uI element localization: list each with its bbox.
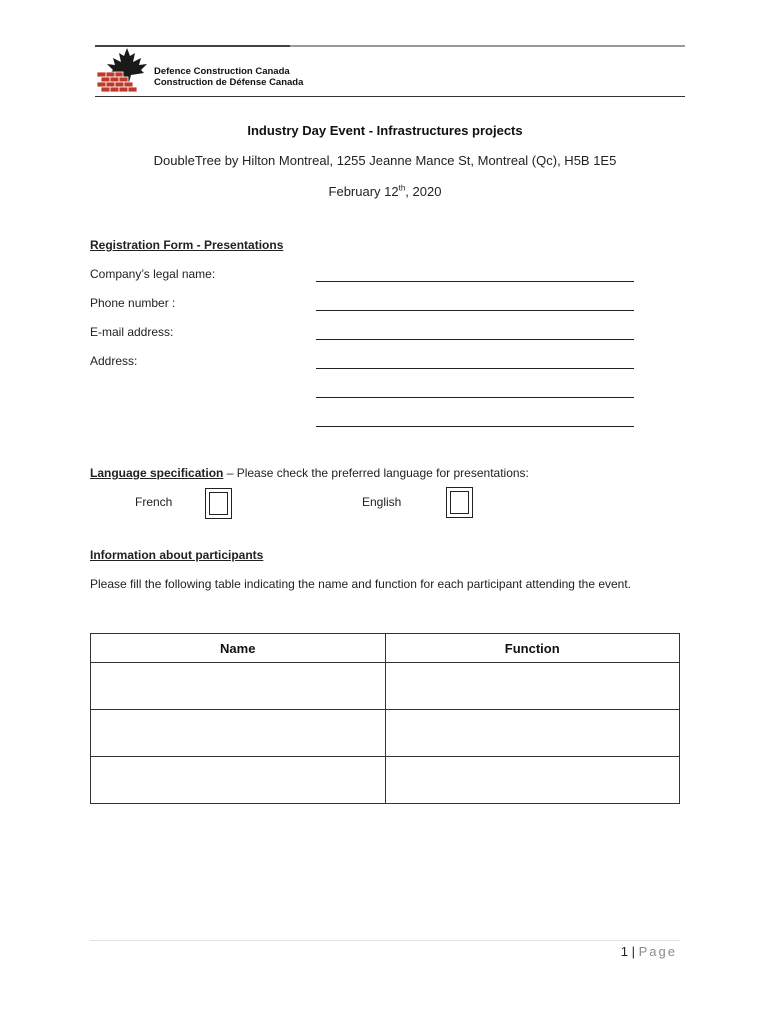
participant-name-cell[interactable] xyxy=(91,663,386,710)
page-separator: | xyxy=(628,944,639,959)
registration-heading: Registration Form - Presentations xyxy=(90,238,284,252)
english-option-label: English xyxy=(362,495,402,509)
column-header-name: Name xyxy=(91,634,386,663)
participants-heading: Information about participants xyxy=(90,548,264,562)
table-row xyxy=(91,663,680,710)
event-date-suffix: th xyxy=(398,183,406,193)
participant-name-cell[interactable] xyxy=(91,757,386,804)
participants-table xyxy=(90,633,680,804)
french-checkbox[interactable] xyxy=(205,488,232,519)
page-footer xyxy=(621,944,677,959)
address-field-line-1[interactable] xyxy=(316,368,634,369)
header-top-rule xyxy=(95,45,685,47)
participant-name-cell[interactable] xyxy=(91,710,386,757)
column-header-function: Function xyxy=(385,634,680,663)
participant-function-cell[interactable] xyxy=(385,710,680,757)
address-label: Address: xyxy=(90,354,138,368)
address-field-line-2[interactable] xyxy=(316,397,634,398)
org-name-fr: Construction de Défense Canada xyxy=(154,77,304,88)
english-checkbox[interactable] xyxy=(446,487,473,518)
participant-function-cell[interactable] xyxy=(385,757,680,804)
table-row xyxy=(91,710,680,757)
organization-name xyxy=(154,66,303,88)
event-title: Industry Day Event - Infrastructures projects xyxy=(247,123,523,138)
participants-instruction: Please fill the following table indicating the name and function for each participant attending the event. xyxy=(90,577,632,591)
event-date-year: , 2020 xyxy=(405,184,442,199)
language-instruction: – Please check the preferred language for presentations: xyxy=(223,466,529,480)
event-date-day: February 12 xyxy=(328,184,399,199)
phone-number-field[interactable] xyxy=(316,310,634,311)
org-name-en: Defence Construction Canada xyxy=(154,66,290,77)
address-field-line-3[interactable] xyxy=(316,426,634,427)
page-number: 1 xyxy=(620,944,629,959)
participant-function-cell[interactable] xyxy=(385,663,680,710)
event-venue: DoubleTree by Hilton Montreal, 1255 Jeanne Mance St, Montreal (Qc), H5B 1E5 xyxy=(153,153,617,168)
email-address-field[interactable] xyxy=(316,339,634,340)
footer-rule xyxy=(90,940,680,941)
phone-number-label: Phone number : xyxy=(90,296,176,310)
header-bottom-rule xyxy=(95,96,685,97)
table-header-row xyxy=(91,634,680,663)
language-heading: Language specification xyxy=(90,466,224,480)
french-option-label: French xyxy=(135,495,173,509)
email-address-label: E-mail address: xyxy=(90,325,174,339)
dcc-logo xyxy=(95,46,155,94)
language-section xyxy=(90,466,529,480)
company-name-label: Company’s legal name: xyxy=(90,267,216,281)
event-date xyxy=(0,184,770,199)
company-name-field[interactable] xyxy=(316,281,634,282)
table-row xyxy=(91,757,680,804)
page-label: Page xyxy=(638,944,677,959)
